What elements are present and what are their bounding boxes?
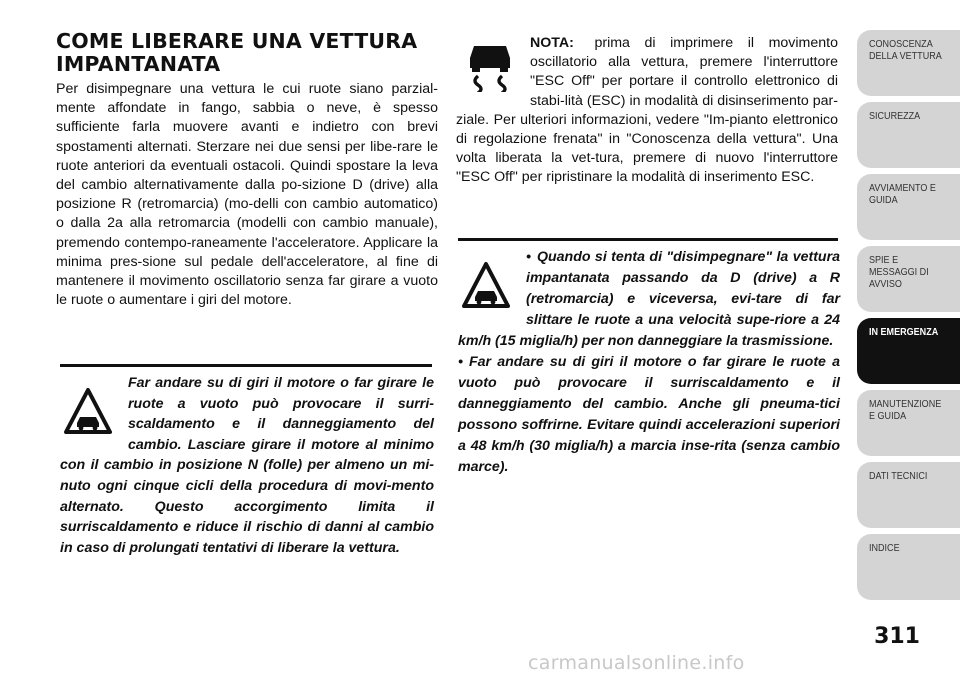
section-title bbox=[56, 30, 438, 76]
watermark: carmanualsonline.info bbox=[528, 652, 745, 674]
tab-sicurezza[interactable] bbox=[857, 102, 960, 168]
warning-bullet bbox=[458, 352, 840, 478]
nota-text: prima di imprimere il movimento oscillatorio alla vettura, premere l'interruttore "ESC Off" per portare il controllo elettronico di stabi-lità (ESC) in modalità di disinserimento par-ziale. Per ulteriori informazioni, vedere "Im-pianto elettronico di regolazione frenata" in "Conoscenza della vettura". Una volta liberata la vet-tura, premere di nuovo l'interruttore "ESC Off" per ripristinare la modalità di inserimento ESC. bbox=[456, 35, 838, 186]
tab-label: INDICE bbox=[869, 542, 900, 554]
tab-label: DATI TECNICI bbox=[869, 470, 928, 482]
warning-triangle-icon bbox=[64, 387, 112, 435]
section-body: Per disimpegnare una vettura le cui ruote siano parzial-mente affondate in fango, sabbia o neve, è spesso sufficiente farla muovere avanti e indietro con brevi spostamenti alternati. Sterzare nei due sensi per libe-rare le ruote anteriori da eventuali ostacoli. Quindi spostare la leva del cambio alternativamente dalla po-sizione D (drive) alla posizione R (retromarcia) (mo-delli con cambio automatico) o dalla 2a alla retromarcia (modelli con cambio manuale), premendo contempo-raneamente l'acceleratore. Applicare la minima pres-sione sul pedale dell'acceleratore, al fine di mantenere il movimento oscillatorio senza far girare a vuoto le ruote o aumentare i giri del motore. bbox=[56, 81, 438, 309]
tab-conoscenza[interactable] bbox=[857, 30, 960, 96]
tab-indice[interactable] bbox=[857, 534, 960, 600]
warning-body bbox=[60, 373, 434, 558]
warning-rule bbox=[458, 238, 838, 241]
right-column bbox=[456, 34, 838, 188]
chapter-sidebar bbox=[857, 30, 960, 606]
warning-bullet bbox=[458, 247, 840, 352]
tab-avviamento[interactable] bbox=[857, 174, 960, 240]
tab-in-emergenza[interactable] bbox=[857, 318, 960, 384]
warning-triangle-icon bbox=[462, 261, 510, 309]
tab-label: AVVIAMENTO E GUIDA bbox=[869, 182, 936, 206]
esc-skid-icon bbox=[464, 40, 516, 92]
tab-label: SICUREZZA bbox=[869, 110, 921, 122]
warning-bullet-text: Quando si tenta di "disimpegnare" la vettura impantanata passando da D (drive) a R (retromarcia) e viceversa, evi-tare di far slittare le ruote a una velocità supe-riore a 24 km/h (15 miglia/h) per non danneggiare la trasmissione. bbox=[458, 249, 840, 349]
tab-label: MANUTENZIONE E GUIDA bbox=[869, 398, 942, 422]
left-column bbox=[56, 30, 438, 310]
warning-box-right bbox=[458, 238, 840, 478]
section-title-line2: IMPANTANATA bbox=[56, 52, 221, 76]
nota-label: NOTA: bbox=[530, 35, 574, 51]
page-number: 311 bbox=[874, 624, 920, 649]
warning-text: Far andare su di giri il motore o far girare le ruote a vuoto può provocare il surri-scaldamento e il danneggiamento del cambio. Lasciare girare il motore al minimo con il cambio in posizione N (folle) per almeno un mi-nuto ogni cinque cicli della procedura di movi-mento alternato. Questo accorgimento limita il surriscaldamento e riduce il rischio di danni al cambio in caso di prolungati tentativi di liberare la vettura. bbox=[60, 375, 434, 556]
warning-bullet-text: Far andare su di giri il motore o far girare le ruote a vuoto può provocare il surriscaldamento e il danneggiamento del cambio. Anche gli pneuma-tici possono soffrirne. Evitare quindi accelerazioni superiori a 48 km/h (30 miglia/h) a marcia inse-rita (senza cambio marce). bbox=[458, 354, 840, 475]
tab-spie[interactable] bbox=[857, 246, 960, 312]
section-title-line1: COME LIBERARE UNA VETTURA bbox=[56, 29, 418, 53]
warning-box-left bbox=[60, 364, 434, 558]
bullet-dot-icon: • bbox=[526, 249, 531, 265]
warning-body bbox=[458, 247, 840, 478]
tab-manutenzione[interactable] bbox=[857, 390, 960, 456]
bullet-dot-icon: • bbox=[458, 354, 463, 370]
warning-rule bbox=[60, 364, 432, 367]
tab-label: IN EMERGENZA bbox=[869, 326, 939, 338]
tab-label: CONOSCENZA DELLA VETTURA bbox=[869, 38, 942, 62]
tab-dati-tecnici[interactable] bbox=[857, 462, 960, 528]
nota-block bbox=[456, 34, 838, 188]
tab-label: SPIE E MESSAGGI DI AVVISO bbox=[869, 254, 929, 290]
